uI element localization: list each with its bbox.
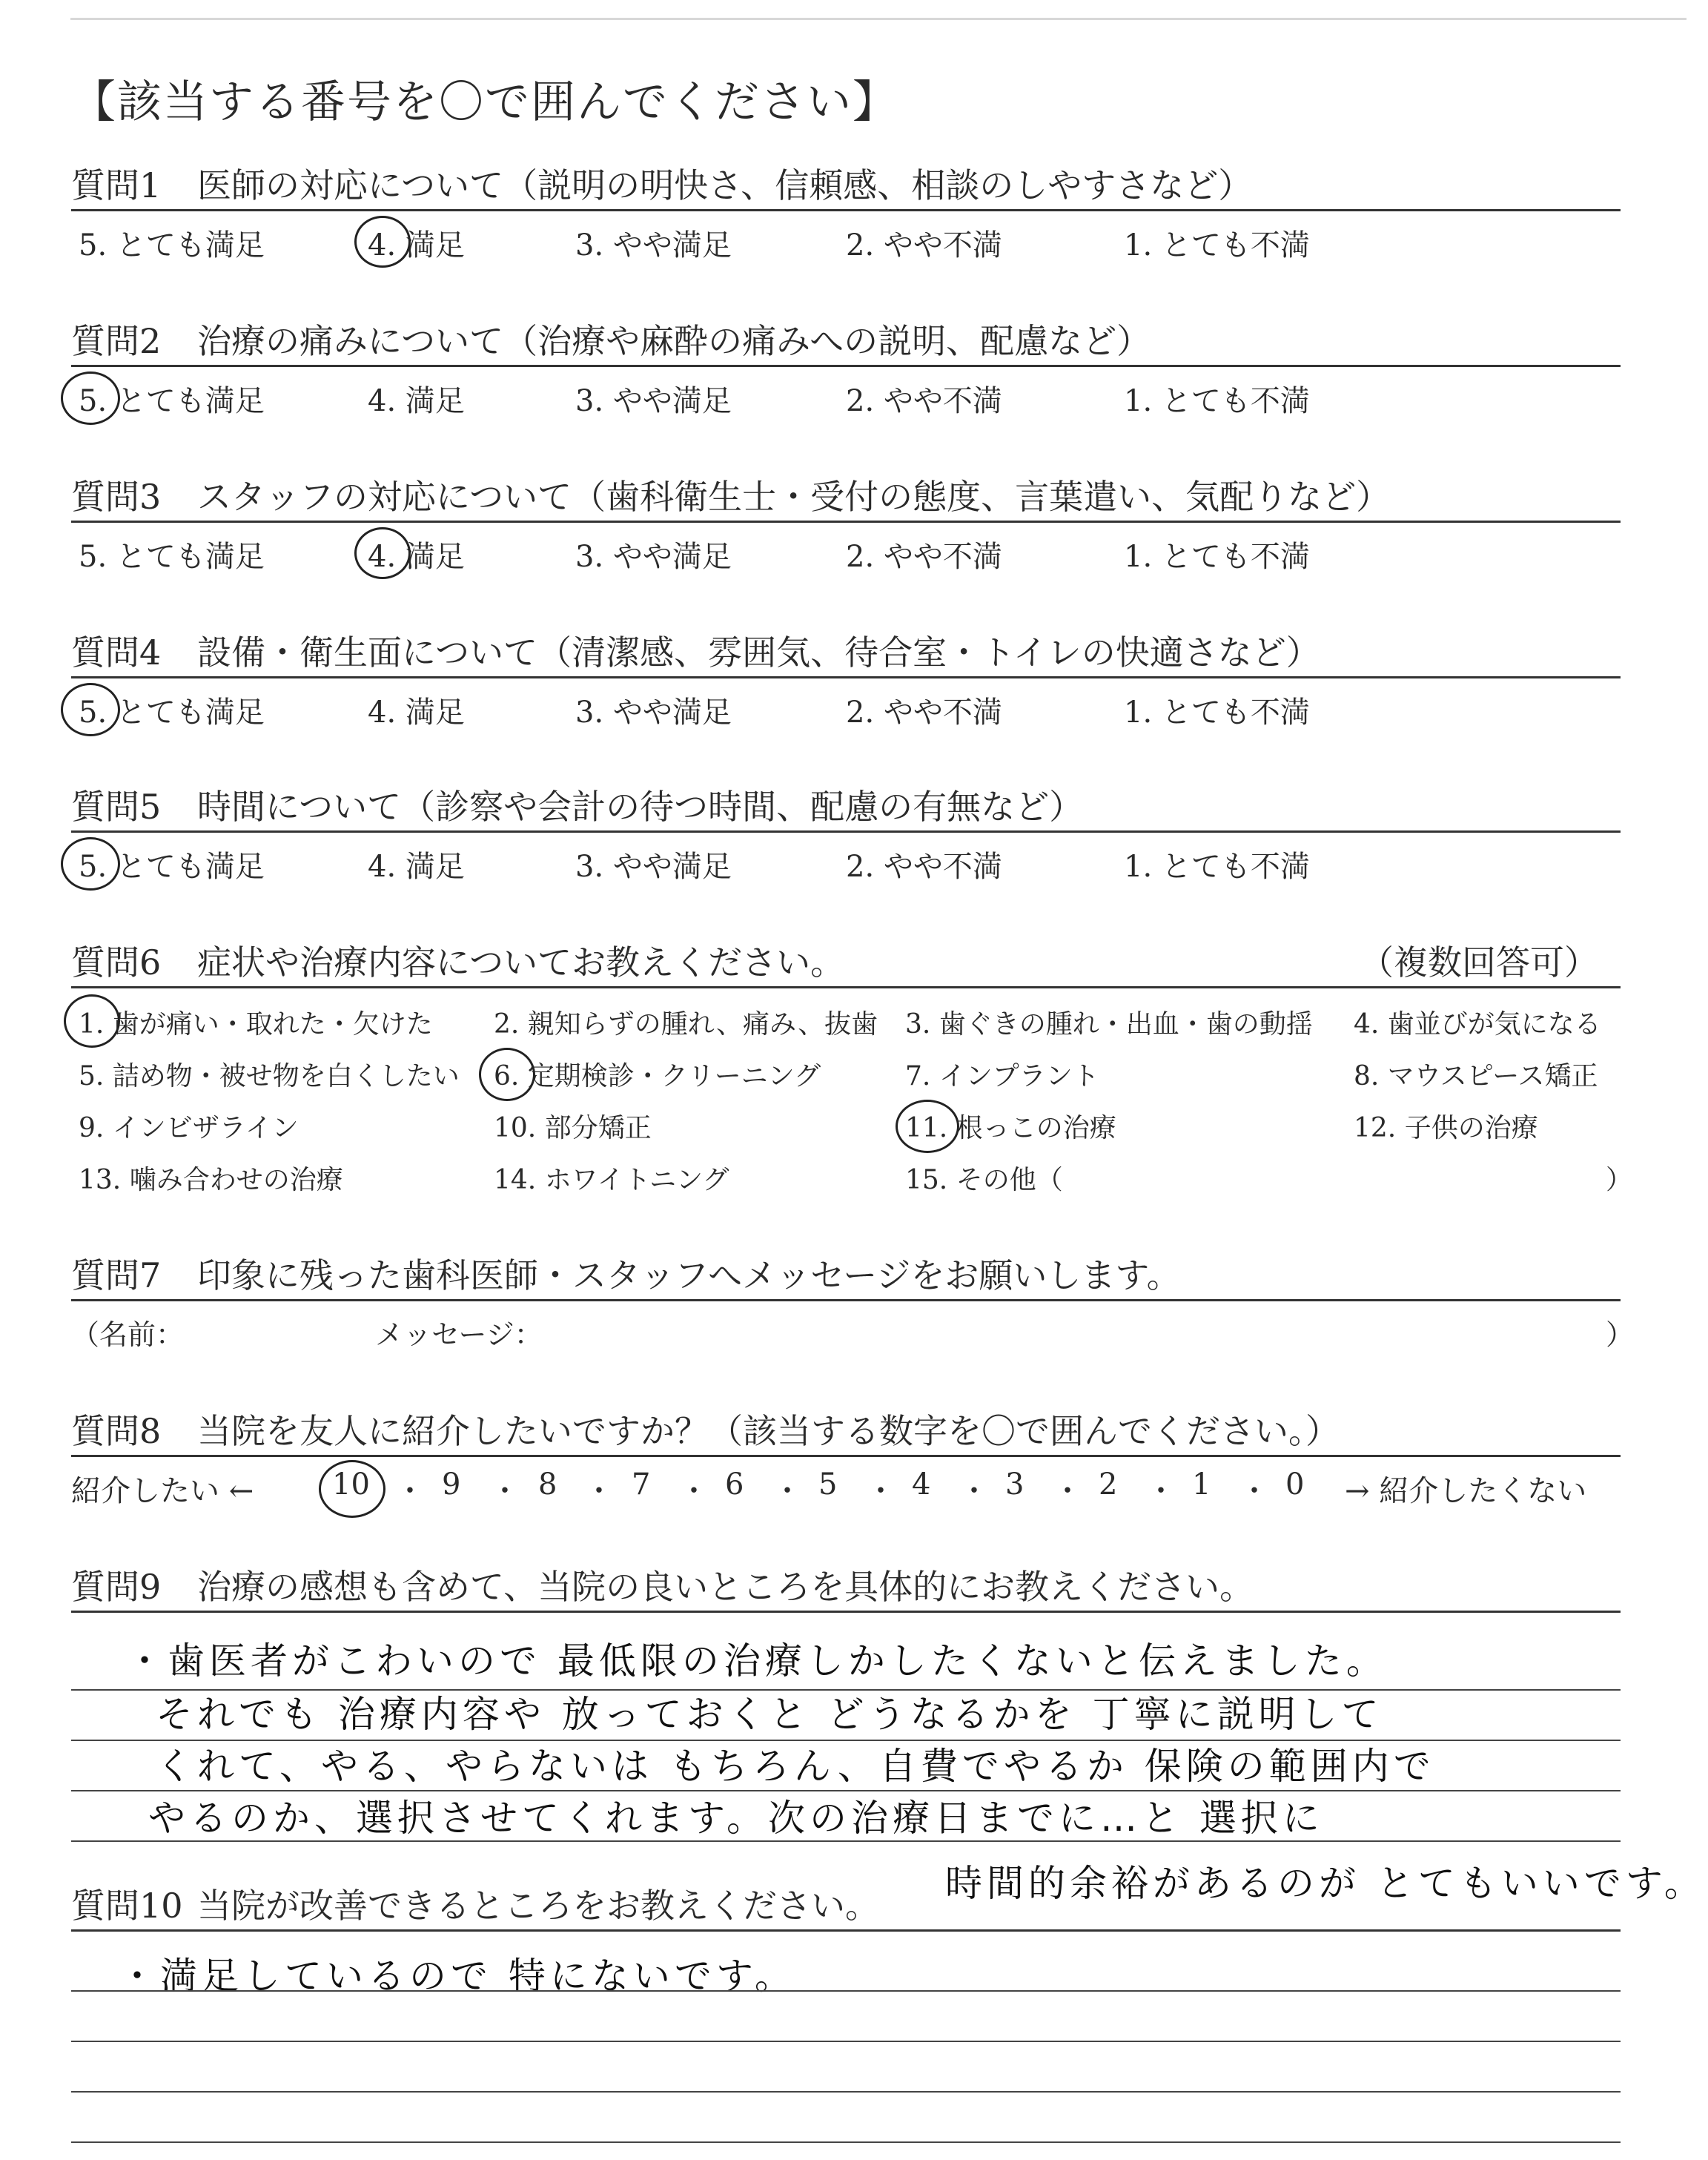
question-5 xyxy=(71,785,1621,885)
symptom-item[interactable]: 1. 歯が痛い・取れた・欠けた xyxy=(79,1009,433,1040)
question-number: 質問8 xyxy=(71,1411,162,1451)
close-paren: ） xyxy=(1606,1318,1635,1351)
handwritten-answer-line: それでも 治療内容や 放っておくと どうなるかを 丁寧に説明して xyxy=(156,1693,1383,1736)
scale-8[interactable]: 8 xyxy=(538,1467,557,1502)
question-text: 当院を友人に紹介したいですか？（該当する数字を〇で囲んでください。） xyxy=(197,1411,1340,1451)
symptom-item[interactable]: 2. 親知らずの腫れ、痛み、抜歯 xyxy=(494,1009,878,1040)
recommend-right-label: → 紹介したくない xyxy=(1345,1474,1587,1508)
option-3[interactable]: 3. やや満足 xyxy=(575,696,732,730)
dot-separator: ・ xyxy=(959,1474,989,1508)
option-5[interactable]: 5. とても満足 xyxy=(79,384,265,418)
option-2[interactable]: 2. やや不満 xyxy=(846,850,1002,884)
question-6 xyxy=(71,940,1633,1203)
question-number: 質問7 xyxy=(71,1255,162,1295)
question-number: 質問4 xyxy=(71,633,162,673)
writing-line xyxy=(71,2091,1621,2093)
symptom-item[interactable]: 3. 歯ぐきの腫れ・出血・歯の動揺 xyxy=(905,1009,1313,1040)
option-1[interactable]: 1. とても不満 xyxy=(1124,228,1310,262)
question-2 xyxy=(71,319,1621,419)
top-border xyxy=(70,18,1687,20)
scale-7[interactable]: 7 xyxy=(632,1467,651,1502)
symptom-item[interactable]: 12. 子供の治療 xyxy=(1354,1113,1538,1143)
scale-6[interactable]: 6 xyxy=(725,1467,744,1502)
scale-4[interactable]: 4 xyxy=(912,1467,931,1502)
question-text: 設備・衛生面について（清潔感、雰囲気、待合室・トイレの快適さなど） xyxy=(197,633,1320,673)
question-text: 治療の痛みについて（治療や麻酔の痛みへの説明、配慮など） xyxy=(197,321,1151,361)
question-number: 質問5 xyxy=(71,787,162,827)
symptom-item[interactable]: 10. 部分矯正 xyxy=(494,1113,652,1143)
writing-line xyxy=(71,1990,1621,1992)
option-2[interactable]: 2. やや不満 xyxy=(846,540,1002,574)
scale-0[interactable]: 0 xyxy=(1285,1467,1305,1502)
handwritten-answer-line: やるのか、選択させてくれます。次の治療日までに…と 選択に xyxy=(148,1797,1324,1840)
question-text: 印象に残った歯科医師・スタッフへメッセージをお願いします。 xyxy=(197,1255,1181,1295)
symptom-item[interactable]: 6. 定期検診・クリーニング xyxy=(494,1061,821,1091)
writing-line xyxy=(71,2041,1621,2042)
option-3[interactable]: 3. やや満足 xyxy=(575,850,732,884)
option-1[interactable]: 1. とても不満 xyxy=(1124,540,1310,574)
option-2[interactable]: 2. やや不満 xyxy=(846,384,1002,418)
message-label: メッセージ： xyxy=(375,1318,543,1351)
question-4 xyxy=(71,630,1621,730)
page-heading: 【該当する番号を〇で囲んでください】 xyxy=(71,76,898,128)
multiple-answer-note: （複数回答可） xyxy=(1360,942,1598,982)
question-9 xyxy=(71,1565,1621,1613)
symptom-item[interactable]: 9. インビザライン xyxy=(79,1113,299,1143)
symptom-item[interactable]: 14. ホワイトニング xyxy=(494,1165,729,1195)
symptom-item[interactable]: 5. 詰め物・被せ物を白くしたい xyxy=(79,1061,460,1091)
option-2[interactable]: 2. やや不満 xyxy=(846,228,1002,262)
dot-separator: ・ xyxy=(490,1474,520,1508)
option-4[interactable]: 4. 満足 xyxy=(368,696,465,730)
other-close-paren: ） xyxy=(1606,1165,1633,1195)
option-3[interactable]: 3. やや満足 xyxy=(575,540,732,574)
dot-separator: ・ xyxy=(1146,1474,1176,1508)
symptom-item[interactable]: 8. マウスピース矯正 xyxy=(1354,1061,1598,1091)
symptom-item[interactable]: 7. インプラント xyxy=(905,1061,1099,1091)
recommend-left-label: 紹介したい ← xyxy=(71,1474,254,1508)
question-number: 質問3 xyxy=(71,477,162,517)
option-5[interactable]: 5. とても満足 xyxy=(79,540,265,574)
question-number: 質問2 xyxy=(71,321,162,361)
option-4[interactable]: 4. 満足 xyxy=(368,540,465,574)
name-label: （名前： xyxy=(71,1318,185,1351)
question-7 xyxy=(71,1253,1635,1353)
rule xyxy=(71,1611,1621,1613)
question-number: 質問9 xyxy=(71,1567,162,1607)
writing-line xyxy=(71,2141,1621,2143)
question-8 xyxy=(71,1409,1621,1509)
scale-10[interactable]: 10 xyxy=(332,1467,370,1502)
option-3[interactable]: 3. やや満足 xyxy=(575,228,732,262)
scale-5[interactable]: 5 xyxy=(818,1467,838,1502)
dot-separator: ・ xyxy=(1239,1474,1269,1508)
rule xyxy=(71,1929,1621,1932)
scale-9[interactable]: 9 xyxy=(442,1467,461,1502)
question-text: 治療の感想も含めて、当院の良いところを具体的にお教えください。 xyxy=(197,1567,1254,1607)
scale-2[interactable]: 2 xyxy=(1099,1467,1118,1502)
option-5[interactable]: 5. とても満足 xyxy=(79,696,265,730)
dot-separator: ・ xyxy=(772,1474,802,1508)
dot-separator: ・ xyxy=(395,1474,425,1508)
scale-3[interactable]: 3 xyxy=(1005,1467,1025,1502)
option-1[interactable]: 1. とても不満 xyxy=(1124,696,1310,730)
option-1[interactable]: 1. とても不満 xyxy=(1124,384,1310,418)
symptom-item[interactable]: 4. 歯並びが気になる xyxy=(1354,1009,1601,1040)
question-number: 質問1 xyxy=(71,165,162,205)
question-number: 質問6 xyxy=(71,942,162,982)
handwritten-answer-line: ・歯医者がこわいので 最低限の治療しかしたくないと伝えました。 xyxy=(126,1639,1388,1682)
symptom-item[interactable]: 11. 根っこの治療 xyxy=(905,1113,1116,1143)
question-10 xyxy=(71,1883,1621,1932)
dot-separator: ・ xyxy=(1053,1474,1082,1508)
option-3[interactable]: 3. やや満足 xyxy=(575,384,732,418)
dot-separator: ・ xyxy=(679,1474,709,1508)
dot-separator: ・ xyxy=(584,1474,614,1508)
dot-separator: ・ xyxy=(866,1474,896,1508)
handwritten-answer-line: くれて、やる、やらないは もちろん、自費でやるか 保険の範囲内で xyxy=(156,1745,1435,1788)
question-text: スタッフの対応について（歯科衛生士・受付の態度、言葉遣い、気配りなど） xyxy=(197,477,1391,517)
scale-1[interactable]: 1 xyxy=(1192,1467,1211,1502)
question-number: 質問10 xyxy=(71,1886,183,1926)
option-5[interactable]: 5. とても満足 xyxy=(79,850,265,884)
option-4[interactable]: 4. 満足 xyxy=(368,850,465,884)
question-text: 症状や治療内容についてお教えください。 xyxy=(197,942,845,982)
question-3 xyxy=(71,475,1621,575)
option-4[interactable]: 4. 満足 xyxy=(368,384,465,418)
option-1[interactable]: 1. とても不満 xyxy=(1124,850,1310,884)
option-4[interactable]: 4. 満足 xyxy=(368,228,465,262)
option-2[interactable]: 2. やや不満 xyxy=(846,696,1002,730)
question-1 xyxy=(71,163,1621,263)
question-text: 医師の対応について（説明の明快さ、信頼感、相談のしやすさなど） xyxy=(197,165,1253,205)
handwritten-answer-line: ・満足しているので 特にないです。 xyxy=(119,1955,796,1998)
question-text: 当院が改善できるところをお教えください。 xyxy=(197,1886,879,1926)
symptom-item[interactable]: 13. 噛み合わせの治療 xyxy=(79,1165,343,1195)
symptom-item[interactable]: 15. その他（ xyxy=(905,1165,1063,1195)
option-5[interactable]: 5. とても満足 xyxy=(79,228,265,262)
handwritten-answer-line: 時間的余裕があるのが とてもいいです。 xyxy=(945,1862,1706,1905)
question-text: 時間について（診察や会計の待つ時間、配慮の有無など） xyxy=(197,787,1084,827)
